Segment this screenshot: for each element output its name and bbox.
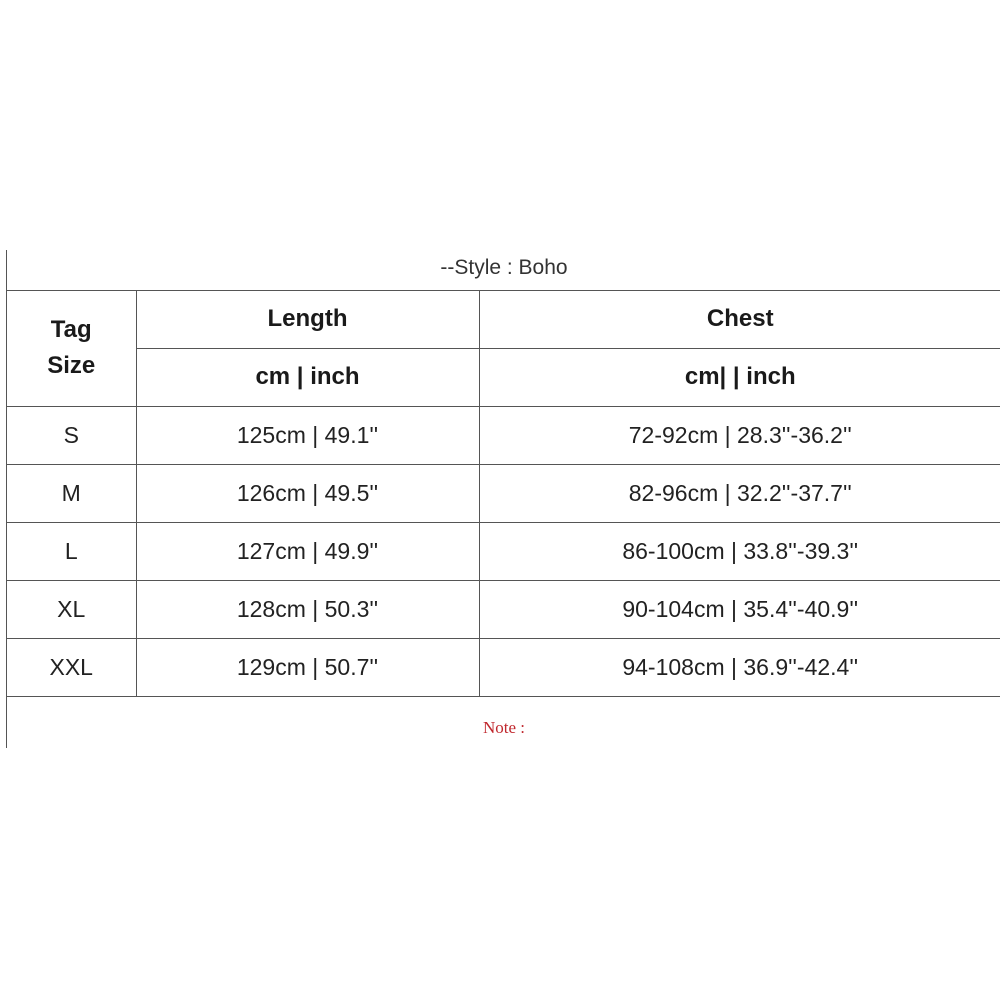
size-chart [6, 250, 1000, 748]
chest-cell: 72-92cm | 28.3''-36.2'' [479, 406, 1000, 464]
size-table [7, 290, 1000, 697]
chest-unit-header: cm| | inch [479, 348, 1000, 406]
size-cell: S [7, 406, 136, 464]
tag-size-header-line1: Tag [50, 315, 92, 343]
length-header: Length [136, 290, 479, 348]
table-row [7, 638, 1000, 696]
length-cell: 127cm | 49.9'' [136, 522, 479, 580]
chest-cell: 86-100cm | 33.8''-39.3'' [479, 522, 1000, 580]
length-cell: 129cm | 50.7'' [136, 638, 479, 696]
size-cell: M [7, 464, 136, 522]
table-row [7, 580, 1000, 638]
chest-cell: 82-96cm | 32.2''-37.7'' [479, 464, 1000, 522]
table-row [7, 522, 1000, 580]
size-cell: XL [7, 580, 136, 638]
size-cell: XXL [7, 638, 136, 696]
chest-cell: 90-104cm | 35.4''-40.9'' [479, 580, 1000, 638]
tag-size-header [7, 290, 136, 406]
chest-cell: 94-108cm | 36.9''-42.4'' [479, 638, 1000, 696]
style-title: --Style : Boho [7, 250, 1000, 291]
length-cell: 128cm | 50.3'' [136, 580, 479, 638]
length-cell: 125cm | 49.1'' [136, 406, 479, 464]
header-row [7, 290, 1000, 348]
chest-header: Chest [479, 290, 1000, 348]
length-cell: 126cm | 49.5'' [136, 464, 479, 522]
tag-size-header-line2: Size [47, 351, 96, 379]
table-row [7, 406, 1000, 464]
unit-row [7, 348, 1000, 406]
note-label: Note : [482, 718, 526, 737]
table-row [7, 464, 1000, 522]
length-unit-header: cm | inch [136, 348, 479, 406]
size-cell: L [7, 522, 136, 580]
